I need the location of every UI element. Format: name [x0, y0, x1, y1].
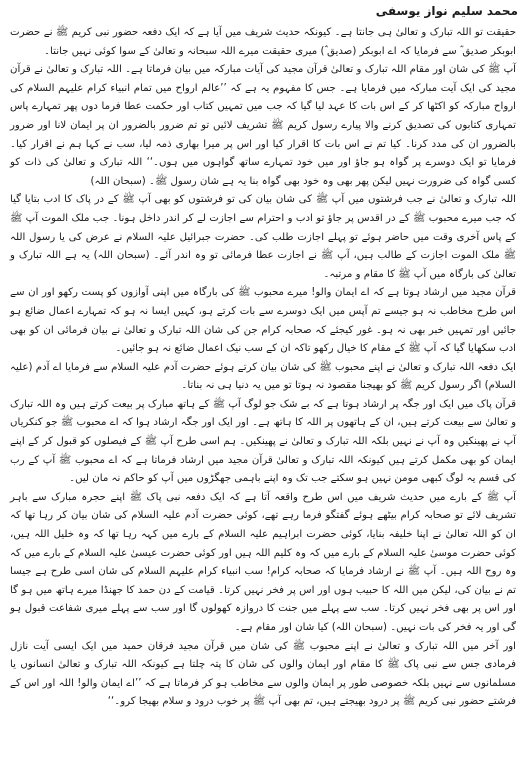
paragraph: آپ ﷺ کے بارے میں حدیث شریف میں اس طرح واقعہ آتا ہے کہ ایک دفعہ نبی پاک ﷺ اپنے حجرہ مبارک سے باہر تشریف لائے تو صحابہ کرام بیٹھے ہوئے گفتگو فرما رہے تھے، کوئی حضرت آدم علیہ السلام کی شان بیان کر رہا تھا کہ ان کو اللہ تعالیٰ نے اپنا خلیفہ بنایا، کوئی حضرت ابراہیم علیہ السلام کے بارے میں کہہ رہا تھا کہ وہ خلیل اللہ ہیں، کوئی حضرت موسیٰ علیہ السلام کے بارے میں کہ وہ کلیم اللہ ہیں اور کوئی حضرت عیسیٰ علیہ السلام کے بارے میں کہ وہ روح اللہ ہیں۔ آپ ﷺ نے ارشاد فرمایا کہ صحابہ کرام! سب انبیاء کرام علیہم السلام کی شان اسی طرح ہے جیسا تم نے بیان کی، لیکن میں اللہ کا حبیب ہوں اور اس پر فخر نہیں کرتا۔ قیامت کے دن حمد کا جھنڈا میرے ہاتھ میں ہو گا اور اس پر بھی فخر نہیں کرتا۔ سب سے پہلے میں جنت کا دروازہ کھولوں گا اور سب سے پہلے میری شفاعت قبول ہو گی اور یہ فخر کی بات نہیں۔ (سبحان اللہ) کیا شان اور مقام ہے۔ — [10, 491, 516, 633]
paragraph: ایک دفعہ اللہ تبارک و تعالیٰ نے اپنے محبوب ﷺ کی شان بیان کرتے ہوئے حضرت آدم علیہ السلام سے فرمایا اے آدم (علیہ السلام) اگر رسول کریم ﷺ کو بھیجنا مقصود نہ ہوتا تو میں یہ دنیا ہی نہ بناتا۔ — [10, 361, 516, 392]
paragraph: قرآن مجید میں ارشاد ہوتا ہے کہ اے ایمان والو! میرے محبوب ﷺ کی بارگاہ میں اپنی آوازوں کو پست رکھو اور ان سے اس طرح مخاطب نہ ہو جیسے تم آپس میں ایک دوسرے سے بات کرتے ہو، کہیں ایسا نہ ہو کہ تمہارے اعمال ضائع ہو جائیں اور تمہیں خبر بھی نہ ہو۔ غور کیجئے کہ صحابہ کرام جن کی شان اللہ تبارک و تعالیٰ نے بیان فرمائی ان کو بھی ادب سکھایا گیا کہ آپ ﷺ کے مقام کا خیال رکھو تاکہ ان کے سب نیک اعمال ضائع نہ ہو جائیں۔ — [10, 287, 516, 355]
paragraph: حقیقت تو اللہ تبارک و تعالیٰ ہی جانتا ہے۔ کیونکہ حدیث شریف میں آیا ہے کہ ایک دفعہ حضور نبی کریم ﷺ نے حضرت ابوبکر صدیق ؓ سے فرمایا کہ اے ابوبکر (صدیق ؓ) میری حقیقت میرے اللہ سبحانہ و تعالیٰ کے سوا کوئی نہیں جانتا۔ — [10, 27, 516, 57]
paragraph: اور آخر میں اللہ تبارک و تعالیٰ نے اپنے محبوب ﷺ کی شان میں قرآن مجید فرقان حمید میں ایک ایسی آیت نازل فرمادی جس سے نبی پاک ﷺ کا مقام اور ایمان والوں کی شان کا پتہ چلتا ہے کیونکہ اللہ تبارک و تعالیٰ انسانوں یا مسلمانوں سے نہیں بلکہ خصوصی طور پر ایمان والوں سے مخاطب ہو کر فرماتا ہے کہ ’’اے ایمان والو! اللہ اور اس کے فرشتے حضور نبی کریم ﷺ پر درود بھیجتے ہیں، تم بھی آپ ﷺ پر خوب درود و سلام بھیجا کرو۔‘‘ — [10, 640, 516, 708]
article-body — [10, 24, 516, 760]
paragraph: آپ ﷺ کی شان اور مقام اللہ تبارک و تعالیٰ قرآن مجید کی آیات مبارکہ میں بیان فرماتا ہے۔ اللہ تبارک و تعالیٰ نے قرآن مجید کی ایک آیت مبارکہ میں فرمایا ہے۔ جس کا مفہوم یہ ہے کہ ’’عالم ارواح میں تمام انبیاء کرام علیہم السلام کی ارواح مبارکہ کو اکٹھا کر کے اس بات کا عہد لیا گیا کہ جب میں تمہیں کتاب اور حکمت عطا فرما دوں پھر تمہارے پاس تمہاری کتابوں کی تصدیق کرنے والا پیارے رسول کریم ﷺ تشریف لائیں تو تم ضرور بالضرور ان پر ایمان لانا اور ضرور بالضرور ان کی مدد کرنا۔ کیا تم نے اس بات کا اقرار کیا اور اس پر میرا بھاری ذمہ لیا، سب نے کہا ہم نے اقرار کیا۔ فرمایا تو ایک دوسرے پر گواہ ہو جاؤ اور میں خود تمہارے ساتھ گواہوں میں ہوں۔‘‘ اللہ تبارک و تعالیٰ کی ذات کو کسی گواہ کی ضرورت نہیں لیکن پھر بھی وہ خود بھی گواہ بنا یہ ہے شان رسول ﷺ۔ (سبحان اللہ) — [10, 64, 516, 187]
paragraph: اللہ تبارک و تعالیٰ نے جب فرشتوں میں آپ ﷺ کی شان بیان کی تو فرشتوں کو بھی آپ ﷺ کے در پاک کا ادب بتایا گیا کہ جب میرے محبوب ﷺ کے در اقدس پر جاؤ تو ادب و احترام سے اجازت لے کر اندر داخل ہونا۔ جب ملک الموت آپ ﷺ کے پاس آخری وقت میں حاضر ہوئے تو پہلے اجازت طلب کی۔ حضرت جبرائیل علیہ السلام نے عرض کی یا رسول اللہ ﷺ ملک الموت اجازت کے طالب ہیں، آپ ﷺ نے اجازت عطا فرمائی تو وہ اندر آئے۔ (سبحان اللہ) یہ ہے اللہ تبارک و تعالیٰ کی بارگاہ میں آپ ﷺ کا مقام و مرتبہ۔ — [10, 194, 516, 280]
author-name: محمد سلیم نواز یوسفی — [375, 4, 518, 18]
paragraph: قرآن پاک میں ایک اور جگہ پر ارشاد ہوتا ہے کہ بے شک جو لوگ آپ ﷺ کے ہاتھ مبارک پر بیعت کرتے ہیں وہ اللہ تبارک و تعالیٰ سے بیعت کرتے ہیں، ان کے ہاتھوں پر اللہ کا ہاتھ ہے۔ اور ایک اور جگہ ارشاد ہوا کہ اے محبوب ﷺ جو کنکریاں آپ نے پھینکیں وہ آپ نے نہیں بلکہ اللہ تبارک و تعالیٰ نے پھینکیں۔ ہم اسی طرح آپ ﷺ کے فیصلوں کو قبول کر کے اپنے ایمان کو بھی مکمل کرتے ہیں کیونکہ اللہ تبارک و تعالیٰ قرآن مجید میں ارشاد فرماتا ہے کہ اے محبوب ﷺ آپ کے رب کی قسم یہ لوگ کبھی مومن نہیں ہو سکتے جب تک وہ اپنے باہمی جھگڑوں میں آپ کو حاکم نہ مان لیں۔ — [10, 398, 516, 485]
